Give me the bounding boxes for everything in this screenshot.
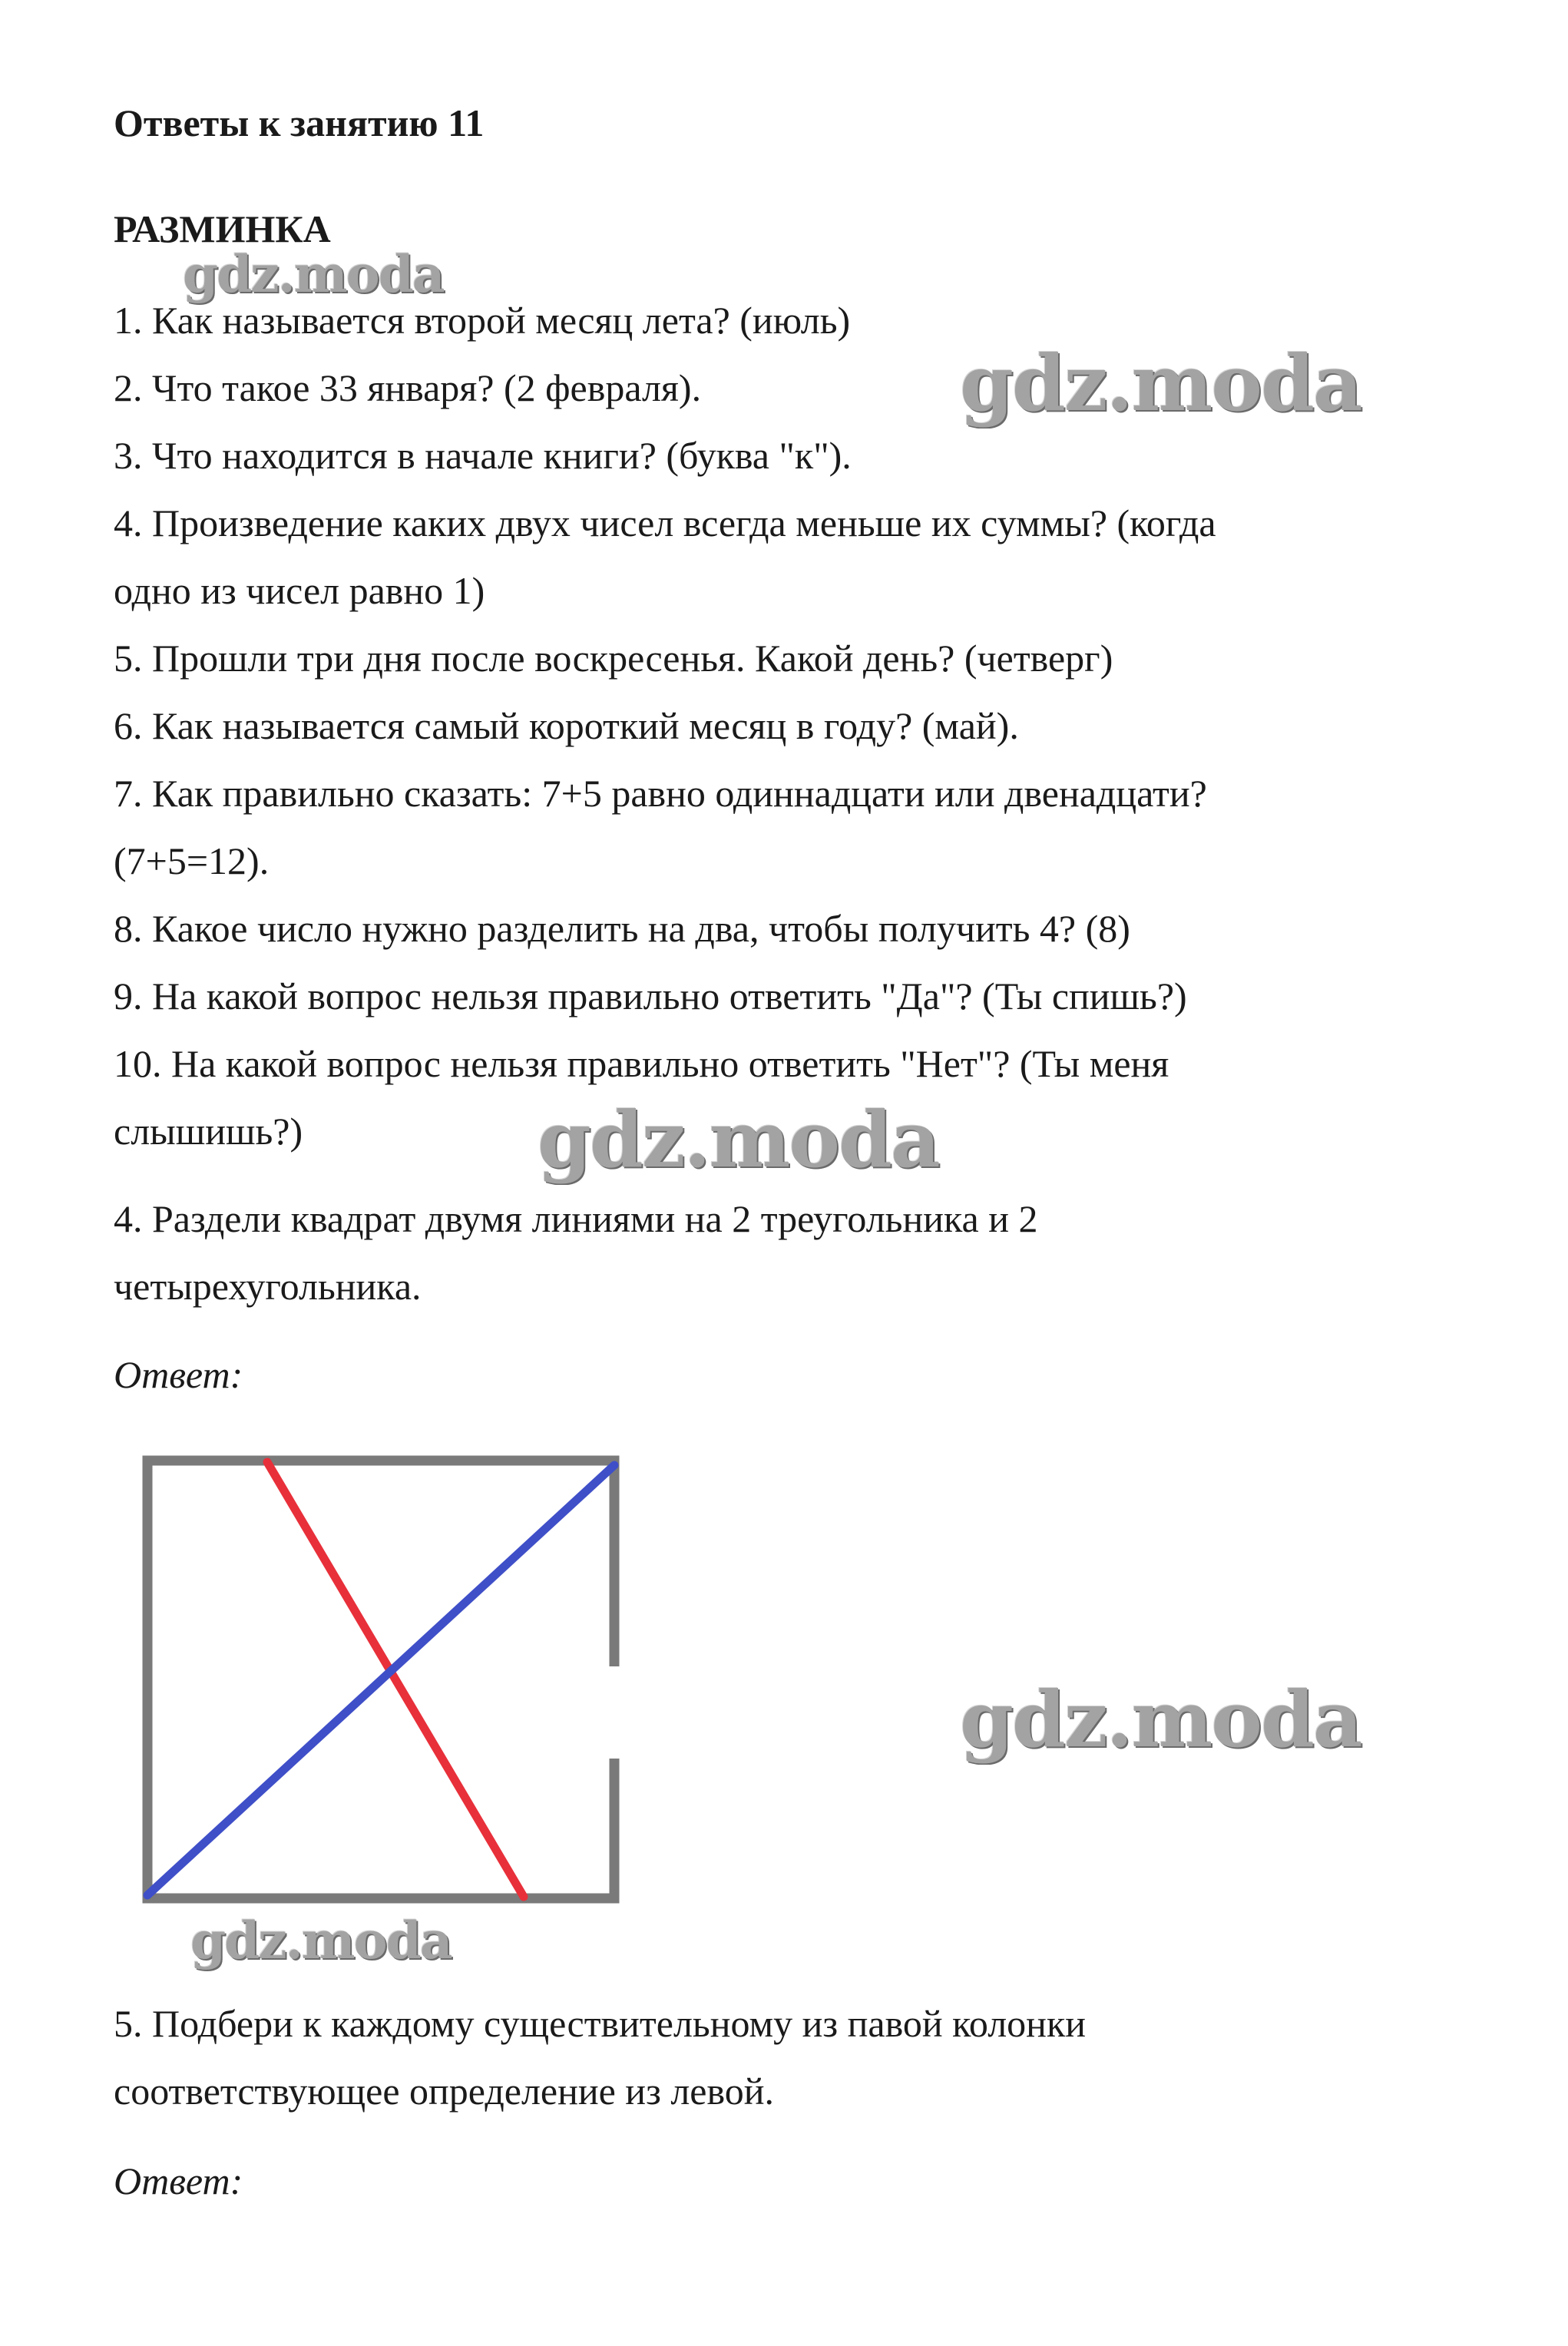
watermark: gdz.moda xyxy=(960,1674,1361,1765)
warmup-line-10-cont: слышишь?) xyxy=(114,1110,303,1153)
warmup-heading: РАЗМИНКА xyxy=(114,207,331,250)
warmup-line-6: 6. Как называется самый короткий месяц в году? (май). xyxy=(114,704,1019,747)
task4-line-1: 4. Раздели квадрат двумя линиями на 2 треугольника и 2 xyxy=(114,1197,1038,1240)
warmup-line-5: 5. Прошли три дня после воскресенья. Какой день? (четверг) xyxy=(114,637,1113,680)
warmup-line-10: 10. На какой вопрос нельзя правильно ответить "Нет"? (Ты меня xyxy=(114,1042,1169,1085)
square-border-gap xyxy=(608,1666,624,1759)
task5-answer-label: Ответ: xyxy=(114,2159,243,2202)
page-title: Ответы к занятию 11 xyxy=(114,101,485,144)
warmup-line-2: 2. Что такое 33 января? (2 февраля). xyxy=(114,366,702,409)
warmup-line-1: 1. Как называется второй месяц лета? (июль) xyxy=(114,299,851,342)
watermark: gdz.moda xyxy=(183,244,444,304)
square-diagram-svg xyxy=(138,1451,630,1912)
warmup-line-8: 8. Какое число нужно разделить на два, чтобы получить 4? (8) xyxy=(114,907,1130,950)
warmup-line-4: 4. Произведение каких двух чисел всегда меньше их суммы? (когда xyxy=(114,501,1216,544)
task4-answer-label: Ответ: xyxy=(114,1353,243,1396)
task4-line-2: четырехугольника. xyxy=(114,1265,422,1308)
warmup-line-4-cont: одно из чисел равно 1) xyxy=(114,569,485,612)
warmup-line-7: 7. Как правильно сказать: 7+5 равно одиннадцати или двенадцати? xyxy=(114,772,1207,815)
square-diagram xyxy=(138,1451,630,1912)
warmup-line-7-cont: (7+5=12). xyxy=(114,839,270,882)
warmup-line-9: 9. На какой вопрос нельзя правильно ответить "Да"? (Ты спишь?) xyxy=(114,974,1187,1017)
task5-line-1: 5. Подбери к каждому существительному из павой колонки xyxy=(114,2002,1086,2045)
watermark: gdz.moda xyxy=(190,1911,452,1970)
watermark: gdz.moda xyxy=(960,338,1361,429)
warmup-line-3: 3. Что находится в начале книги? (буква "к"). xyxy=(114,434,852,477)
task5-line-2: соответствующее определение из левой. xyxy=(114,2070,774,2113)
watermark: gdz.moda xyxy=(538,1094,939,1185)
